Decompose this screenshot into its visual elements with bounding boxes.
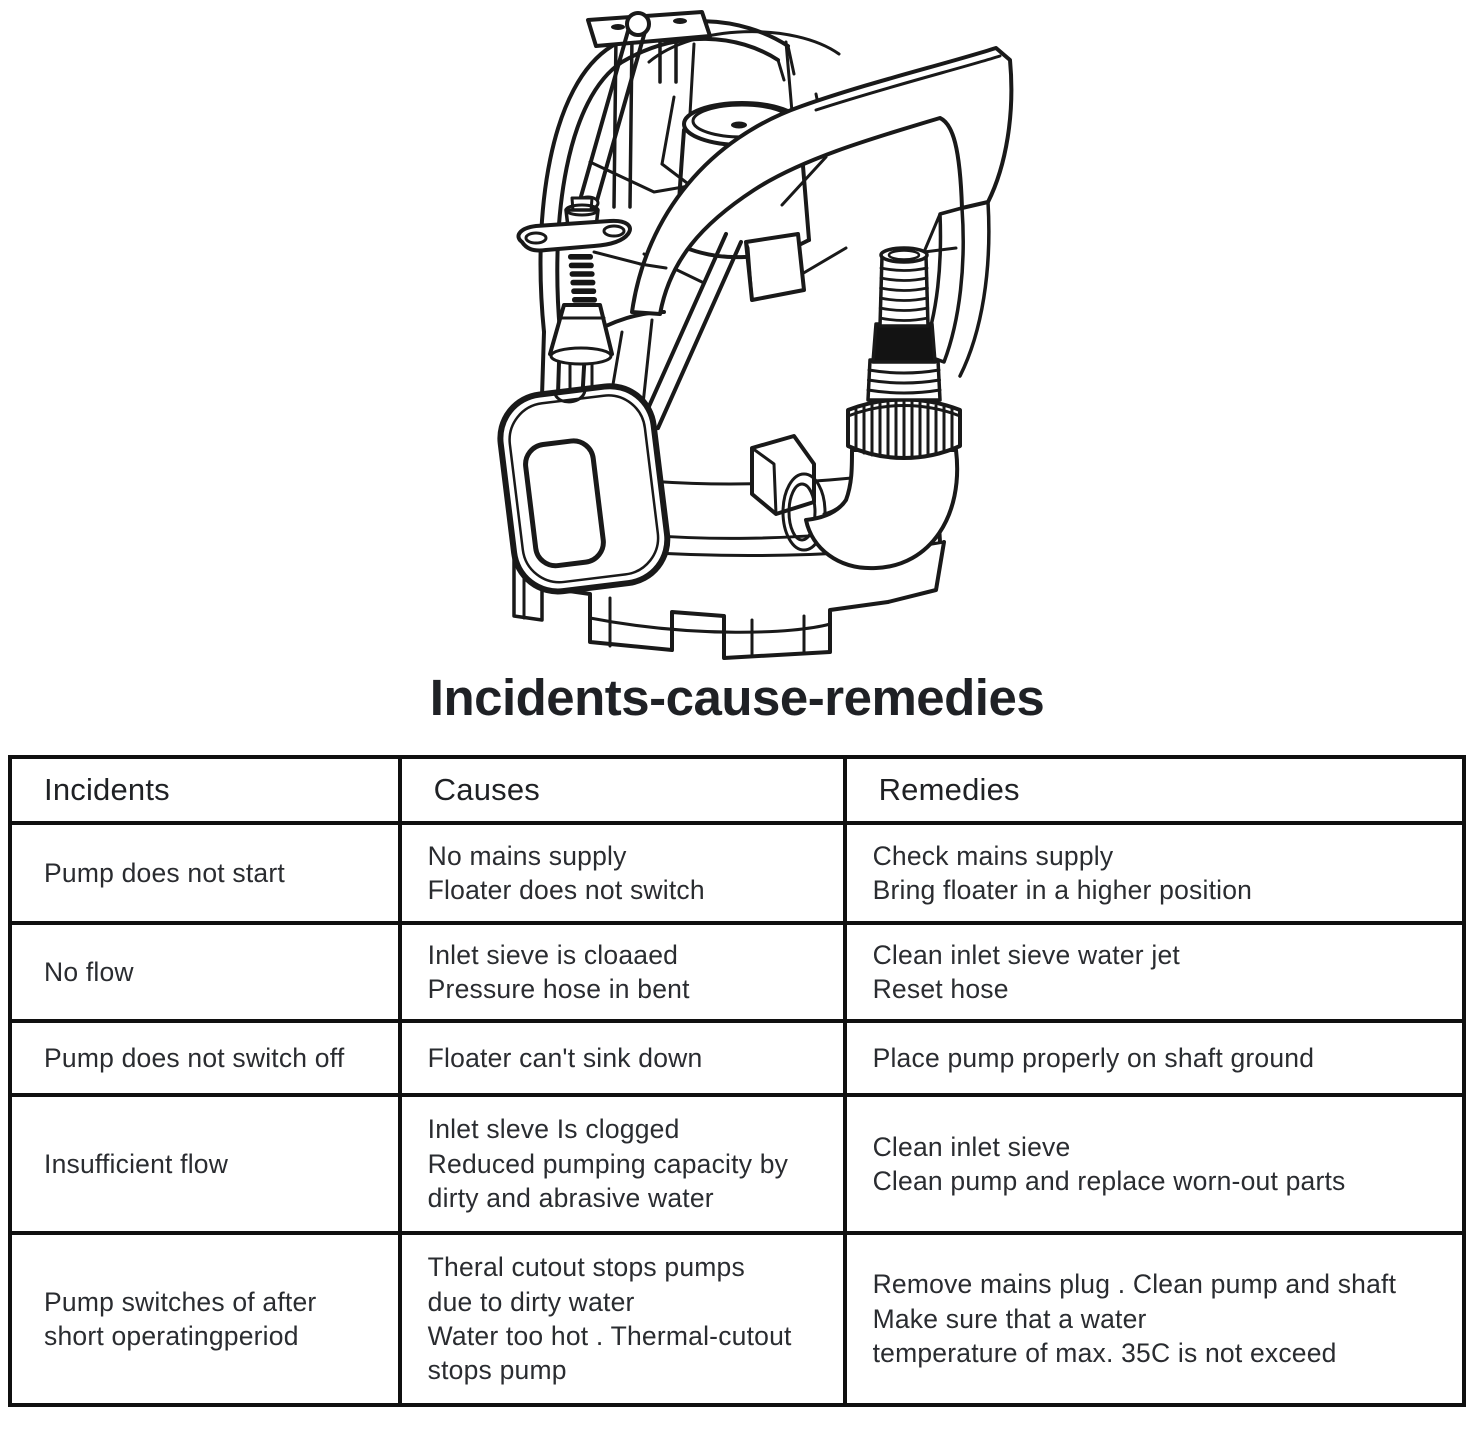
incident-cell: Pump does not start xyxy=(10,823,400,923)
troubleshooting-table-wrap xyxy=(8,755,1466,1407)
header-incidents: Incidents xyxy=(10,757,400,823)
remedy-cell: Check mains supply Bring floater in a higher position xyxy=(845,823,1464,923)
remedy-cell: Clean inlet sieve Clean pump and replace worn-out parts xyxy=(845,1095,1464,1233)
incident-cell: Pump does not switch off xyxy=(10,1021,400,1095)
table-row xyxy=(10,1021,1464,1095)
hose-connector xyxy=(783,248,960,568)
incident-cell: Pump switches of after short operatingperiod xyxy=(10,1233,400,1405)
header-causes: Causes xyxy=(400,757,845,823)
cause-cell: Floater can't sink down xyxy=(400,1021,845,1095)
hose-elbow xyxy=(806,450,957,568)
cause-cell: No mains supply Floater does not switch xyxy=(400,823,845,923)
table-row xyxy=(10,823,1464,923)
incident-cell: Insufficient flow xyxy=(10,1095,400,1233)
remedy-cell: Place pump properly on shaft ground xyxy=(845,1021,1464,1095)
table-header-row xyxy=(10,757,1464,823)
header-remedies: Remedies xyxy=(845,757,1464,823)
cable-spring xyxy=(568,254,597,303)
troubleshooting-table xyxy=(8,755,1466,1407)
remedy-cell: Clean inlet sieve water jet Reset hose xyxy=(845,923,1464,1021)
table-row xyxy=(10,923,1464,1021)
cause-cell: Theral cutout stops pumps due to dirty water Water too hot . Thermal-cutout stops pump xyxy=(400,1233,845,1405)
table-row xyxy=(10,1095,1464,1233)
pump-figure xyxy=(494,2,1028,664)
incident-cell: No flow xyxy=(10,923,400,1021)
cause-cell: Inlet sleve Is clogged Reduced pumping capacity by dirty and abrasive water xyxy=(400,1095,845,1233)
carry-handle xyxy=(632,48,1011,376)
page-title: Incidents-cause-remedies xyxy=(429,669,1045,726)
table-row xyxy=(10,1233,1464,1405)
cause-cell: Inlet sieve is cloaaed Pressure hose in bent xyxy=(400,923,845,1021)
clamp-band xyxy=(873,324,935,362)
float-switch xyxy=(495,381,672,596)
remedy-cell: Remove mains plug . Clean pump and shaft Make sure that a water temperature of max. 35C is not exceed xyxy=(845,1233,1464,1405)
float-cable-assembly xyxy=(518,198,630,388)
